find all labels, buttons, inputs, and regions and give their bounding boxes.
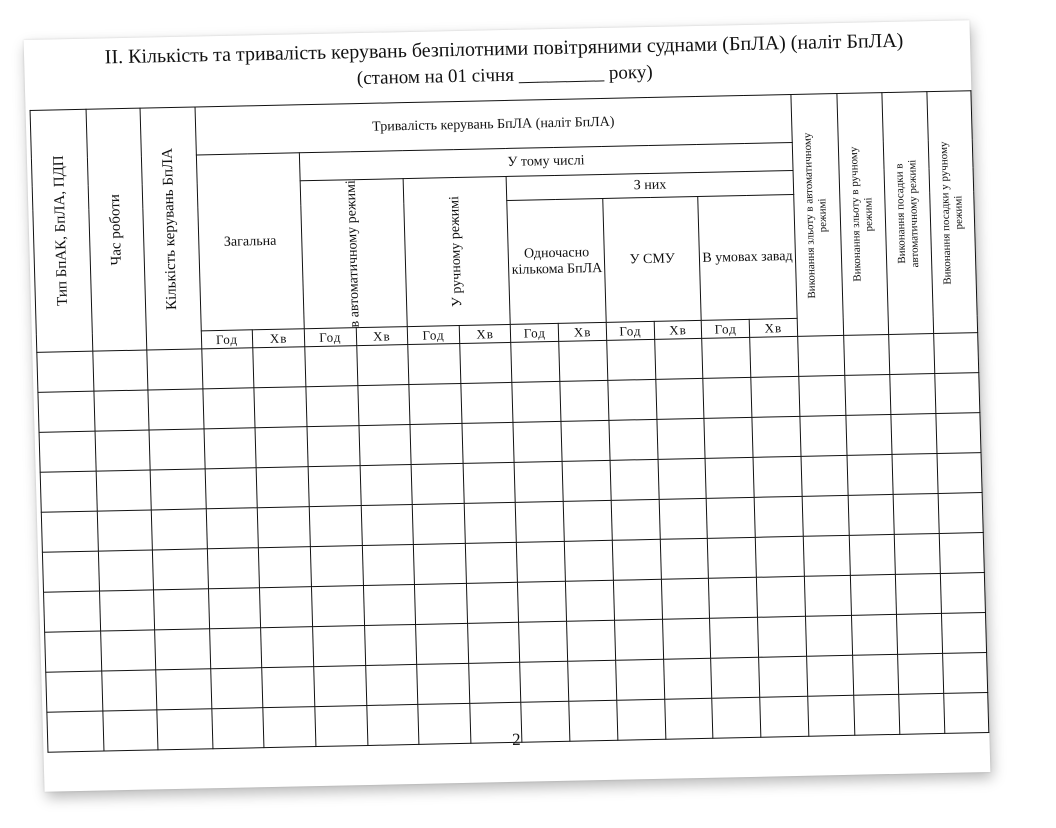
table-cell[interactable] (898, 654, 944, 695)
table-cell[interactable] (937, 453, 982, 494)
table-cell[interactable] (847, 455, 894, 496)
table-cell[interactable] (256, 467, 309, 508)
table-cell[interactable] (410, 424, 463, 465)
table-cell[interactable] (461, 383, 514, 424)
table-cell[interactable] (568, 661, 617, 702)
table-cell[interactable] (656, 379, 705, 420)
table-cell[interactable] (659, 499, 708, 540)
table-cell[interactable] (408, 344, 461, 385)
table-cell[interactable] (205, 468, 258, 509)
table-cell[interactable] (261, 627, 314, 668)
table-cell[interactable] (710, 618, 759, 659)
table-cell[interactable] (759, 657, 808, 698)
table-cell[interactable] (704, 418, 753, 459)
header-interference: В умовах завад (698, 194, 797, 320)
table-cell[interactable] (308, 466, 361, 507)
table-cell[interactable] (895, 534, 941, 575)
table-cell[interactable] (41, 511, 98, 552)
table-cell[interactable] (849, 535, 896, 576)
table-cell[interactable] (517, 542, 566, 583)
table-cell[interactable] (518, 582, 567, 623)
table-cell[interactable] (95, 430, 151, 471)
form-subtitle: (станом на 01 січня _________ року) (356, 61, 653, 90)
table-cell[interactable] (464, 503, 517, 544)
table-cell[interactable] (843, 335, 890, 376)
table-cell[interactable] (935, 373, 980, 414)
table-cell[interactable] (416, 624, 469, 665)
table-cell[interactable] (365, 665, 418, 706)
table-body (37, 333, 989, 753)
table-cell[interactable] (414, 544, 467, 585)
table-cell[interactable] (44, 591, 101, 632)
table-cell[interactable] (311, 586, 364, 627)
table-cell[interactable] (611, 500, 660, 541)
unit-minutes: Хв (459, 325, 511, 344)
table-cell[interactable] (258, 507, 311, 548)
table-cell[interactable] (310, 546, 363, 587)
unit-minutes: Хв (749, 319, 797, 338)
header-type: Тип БпАК, БпЛА, ПДП (30, 109, 92, 352)
table-cell[interactable] (511, 342, 560, 383)
header-landing-manual: Виконання посадки у ручному режимі (927, 91, 978, 334)
table-cell[interactable] (612, 540, 661, 581)
table-cell[interactable] (566, 581, 615, 622)
table-cell[interactable] (40, 471, 97, 512)
header-auto-mode: в автоматичному режимі (300, 179, 407, 329)
table-cell[interactable] (942, 613, 987, 654)
header-work-time: Час роботи (86, 108, 147, 351)
form-page (24, 20, 991, 792)
table-cell[interactable] (567, 621, 616, 662)
header-duration: Тривалість керувань БпЛА (наліт БпЛА) (195, 94, 792, 154)
table-cell[interactable] (708, 538, 757, 579)
table-cell[interactable] (897, 614, 943, 655)
table-cell[interactable] (306, 386, 359, 427)
table-cell[interactable] (889, 334, 935, 375)
table-cell[interactable] (360, 465, 413, 506)
table-cell[interactable] (893, 494, 939, 535)
header-control-count: Кількість керувань БпЛА (140, 107, 201, 350)
table-cell[interactable] (711, 658, 760, 699)
table-cell[interactable] (100, 630, 156, 671)
table-cell[interactable] (42, 551, 99, 592)
table-cell[interactable] (934, 333, 979, 374)
table-cell[interactable] (152, 549, 208, 590)
table-cell[interactable] (936, 413, 981, 454)
table-cell[interactable] (938, 493, 983, 534)
table-cell[interactable] (151, 509, 207, 550)
unit-minutes: Хв (559, 323, 607, 342)
table-cell[interactable] (662, 619, 711, 660)
table-cell[interactable] (155, 629, 211, 670)
table-cell[interactable] (148, 389, 204, 430)
unit-minutes: Хв (356, 327, 408, 346)
table-cell[interactable] (207, 548, 260, 589)
header-manual-mode: У ручному режимі (403, 176, 510, 326)
table-cell[interactable] (149, 429, 205, 470)
table-cell[interactable] (892, 454, 938, 495)
unit-hours: Год (606, 322, 654, 341)
header-smu: У СМУ (603, 196, 702, 322)
table-cell[interactable] (99, 590, 155, 631)
table-cell[interactable] (891, 414, 937, 455)
table-cell[interactable] (750, 337, 799, 378)
table-cell[interactable] (201, 348, 254, 389)
table-cell[interactable] (150, 469, 206, 510)
table-cell[interactable] (209, 628, 262, 669)
table-cell[interactable] (39, 431, 96, 472)
header-takeoff-auto: Виконання зльоту в автоматичному режимі (791, 94, 844, 337)
table-cell[interactable] (156, 669, 212, 710)
table-cell[interactable] (462, 423, 515, 464)
table-cell[interactable] (38, 391, 95, 432)
table-cell[interactable] (356, 345, 409, 386)
table-cell[interactable] (709, 578, 758, 619)
table-cell[interactable] (154, 589, 210, 630)
table-cell[interactable] (96, 470, 152, 511)
table-cell[interactable] (563, 501, 612, 542)
table-cell[interactable] (417, 664, 470, 705)
unit-minutes: Хв (654, 321, 702, 340)
table-cell[interactable] (703, 378, 752, 419)
table-cell[interactable] (358, 385, 411, 426)
table-cell[interactable] (467, 623, 520, 664)
table-cell[interactable] (363, 585, 416, 626)
table-cell[interactable] (305, 346, 358, 387)
table-cell[interactable] (797, 336, 844, 377)
form-title: ІІ. Кількість та тривалість керувань безпілотними повітряними суднами (БпЛА) (наліт БпЛА) (104, 29, 904, 69)
table-cell[interactable] (359, 425, 412, 466)
table-cell[interactable] (799, 376, 846, 417)
table-cell[interactable] (409, 384, 462, 425)
table-cell[interactable] (147, 349, 203, 390)
table-cell[interactable] (98, 550, 154, 591)
table-cell[interactable] (206, 508, 259, 549)
table-cell[interactable] (614, 580, 663, 621)
unit-hours: Год (201, 330, 253, 349)
table-cell[interactable] (608, 380, 657, 421)
table-cell[interactable] (939, 533, 984, 574)
table-cell[interactable] (658, 459, 707, 500)
table-cell[interactable] (802, 496, 849, 537)
table-cell[interactable] (46, 671, 103, 712)
table-cell[interactable] (208, 588, 261, 629)
table-cell[interactable] (415, 584, 468, 625)
table-cell[interactable] (943, 653, 988, 694)
unit-hours: Год (511, 324, 559, 343)
table-cell[interactable] (259, 547, 312, 588)
table-cell[interactable] (610, 460, 659, 501)
table-cell[interactable] (314, 666, 367, 707)
table-cell[interactable] (412, 504, 465, 545)
table-cell[interactable] (469, 663, 522, 704)
table-cell[interactable] (800, 416, 847, 457)
table-cell[interactable] (515, 462, 564, 503)
unit-hours: Год (702, 320, 750, 339)
table-cell[interactable] (661, 579, 710, 620)
table-cell[interactable] (609, 420, 658, 461)
flight-duration-table (30, 90, 990, 753)
table-cell[interactable] (561, 421, 610, 462)
table-cell[interactable] (848, 495, 895, 536)
table-cell[interactable] (92, 350, 148, 391)
table-cell[interactable] (758, 617, 807, 658)
table-cell[interactable] (309, 506, 362, 547)
page-number: 2 (511, 729, 521, 749)
table-cell[interactable] (851, 615, 898, 656)
table-cell[interactable] (803, 536, 850, 577)
table-cell[interactable] (616, 660, 665, 701)
table-cell[interactable] (754, 497, 803, 538)
table-cell[interactable] (253, 347, 306, 388)
table-cell[interactable] (210, 668, 263, 709)
table-cell[interactable] (93, 390, 149, 431)
table-cell[interactable] (460, 343, 513, 384)
table-cell[interactable] (801, 456, 848, 497)
table-cell[interactable] (463, 463, 516, 504)
table-cell[interactable] (654, 339, 703, 380)
table-cell[interactable] (755, 537, 804, 578)
table-cell[interactable] (940, 573, 985, 614)
table-cell[interactable] (896, 574, 942, 615)
table-cell[interactable] (254, 387, 307, 428)
table-cell[interactable] (255, 427, 308, 468)
table-cell[interactable] (562, 461, 611, 502)
header-total: Загальна (196, 153, 304, 331)
table-cell[interactable] (101, 670, 157, 711)
table-cell[interactable] (660, 539, 709, 580)
table-cell[interactable] (752, 417, 801, 458)
table-cell[interactable] (362, 545, 415, 586)
unit-hours: Год (407, 326, 459, 345)
header-landing-auto: Виконання посадки в автоматичному режимі (882, 92, 934, 335)
table-cell[interactable] (204, 428, 257, 469)
table-cell[interactable] (203, 388, 256, 429)
table-cell[interactable] (751, 377, 800, 418)
table-cell[interactable] (844, 375, 891, 416)
table-cell[interactable] (806, 656, 853, 697)
table-cell[interactable] (663, 659, 712, 700)
table-cell[interactable] (520, 662, 569, 703)
table-cell[interactable] (465, 543, 518, 584)
table-cell[interactable] (307, 426, 360, 467)
table-cell[interactable] (852, 655, 899, 696)
header-simultaneous: Одночасно кількома БпЛА (507, 198, 606, 324)
table-cell[interactable] (657, 419, 706, 460)
table-cell[interactable] (753, 457, 802, 498)
table-cell[interactable] (260, 587, 313, 628)
table-cell[interactable] (45, 631, 102, 672)
header-of-them: З них (507, 170, 794, 200)
table-cell[interactable] (707, 498, 756, 539)
table-cell[interactable] (804, 576, 851, 617)
header-including: У тому числі (299, 142, 792, 180)
table-cell[interactable] (262, 667, 315, 708)
table-cell[interactable] (805, 616, 852, 657)
table-cell[interactable] (850, 575, 897, 616)
table-cell[interactable] (565, 541, 614, 582)
table-cell[interactable] (97, 510, 153, 551)
table-cell[interactable] (364, 625, 417, 666)
table-cell[interactable] (361, 505, 414, 546)
table-cell[interactable] (757, 577, 806, 618)
table-cell[interactable] (513, 422, 562, 463)
table-cell[interactable] (615, 620, 664, 661)
table-cell[interactable] (466, 583, 519, 624)
table-cell[interactable] (559, 341, 608, 382)
table-cell[interactable] (37, 351, 94, 392)
table-cell[interactable] (560, 381, 609, 422)
table-cell[interactable] (702, 338, 751, 379)
table-cell[interactable] (705, 458, 754, 499)
table-cell[interactable] (516, 502, 565, 543)
table-cell[interactable] (519, 622, 568, 663)
table-cell[interactable] (512, 382, 561, 423)
table-cell[interactable] (890, 374, 936, 415)
unit-hours: Год (304, 328, 356, 347)
table-cell[interactable] (607, 340, 656, 381)
table-cell[interactable] (411, 464, 464, 505)
table-cell[interactable] (313, 626, 366, 667)
unit-minutes: Хв (253, 329, 305, 348)
table-cell[interactable] (845, 415, 892, 456)
header-takeoff-manual: Виконання зльоту в ручному режимі (836, 93, 889, 336)
